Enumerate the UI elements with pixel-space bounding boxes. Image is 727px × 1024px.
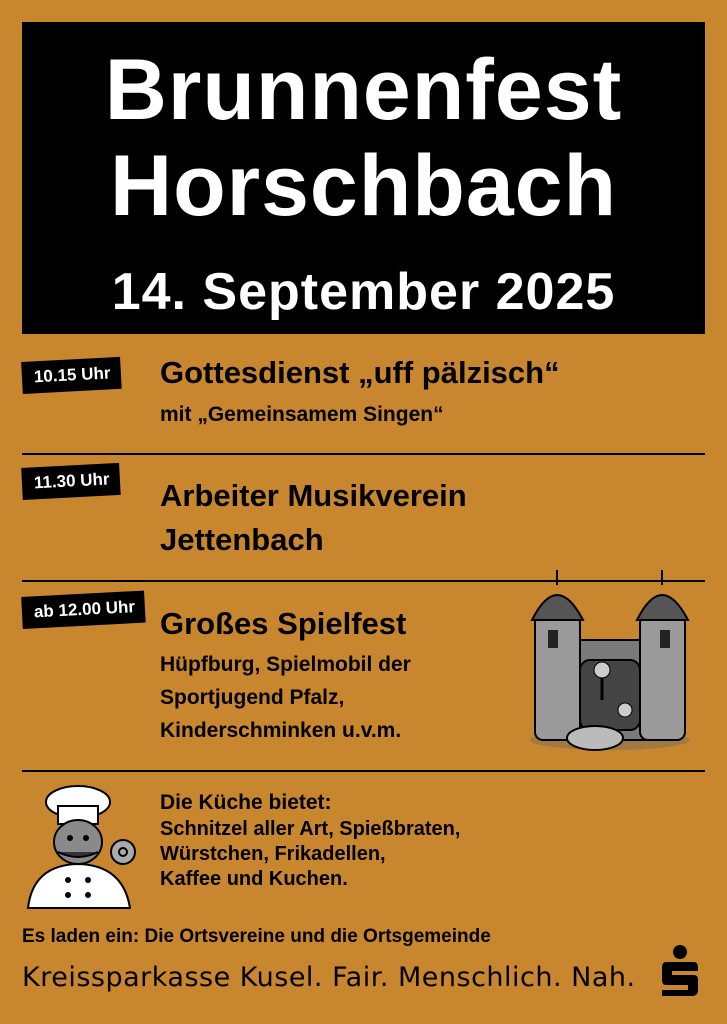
program-2-title-line-2: Jettenbach [160, 522, 324, 557]
sponsor-slogan: Kreissparkasse Kusel. Fair. Menschlich. Nah. [22, 962, 636, 993]
program-3-detail-2: Sportjugend Pfalz, [160, 686, 345, 709]
kitchen-item-2: Würstchen, Frikadellen, [160, 843, 386, 865]
event-title [22, 42, 705, 234]
chef-illustration [18, 780, 153, 910]
title-line-2: Horschbach [109, 138, 618, 234]
invitation-text: Es laden ein: Die Ortsvereine und die Ortsgemeinde [22, 926, 491, 947]
header-banner [22, 22, 705, 334]
time-badge-3: ab 12.00 Uhr [21, 591, 146, 629]
kitchen-section [160, 790, 460, 892]
sparkasse-logo-icon [658, 944, 702, 1000]
event-date: 14. September 2025 [111, 263, 616, 321]
time-badge-2: 11.30 Uhr [21, 463, 120, 500]
time-badge-1: 10.15 Uhr [21, 357, 121, 394]
kitchen-item-3: Kaffee und Kuchen. [160, 868, 348, 890]
bouncy-castle-illustration [510, 560, 710, 770]
divider-3 [22, 770, 705, 772]
program-3-title: Großes Spielfest [160, 606, 407, 641]
kitchen-item-1: Schnitzel aller Art, Spießbraten, [160, 818, 461, 840]
kitchen-heading: Die Küche bietet: [160, 791, 332, 814]
program-1-title: Gottesdienst „uff pälzisch“ [160, 355, 560, 390]
program-1-subtitle: mit „Gemeinsamem Singen“ [160, 403, 444, 426]
program-2-title-line-1: Arbeiter Musikverein [160, 478, 467, 513]
program-3-detail-3: Kinderschminken u.v.m. [160, 719, 402, 742]
program-3-detail-1: Hüpfburg, Spielmobil der [160, 653, 411, 676]
title-line-1: Brunnenfest [104, 42, 623, 138]
divider-1 [22, 453, 705, 455]
